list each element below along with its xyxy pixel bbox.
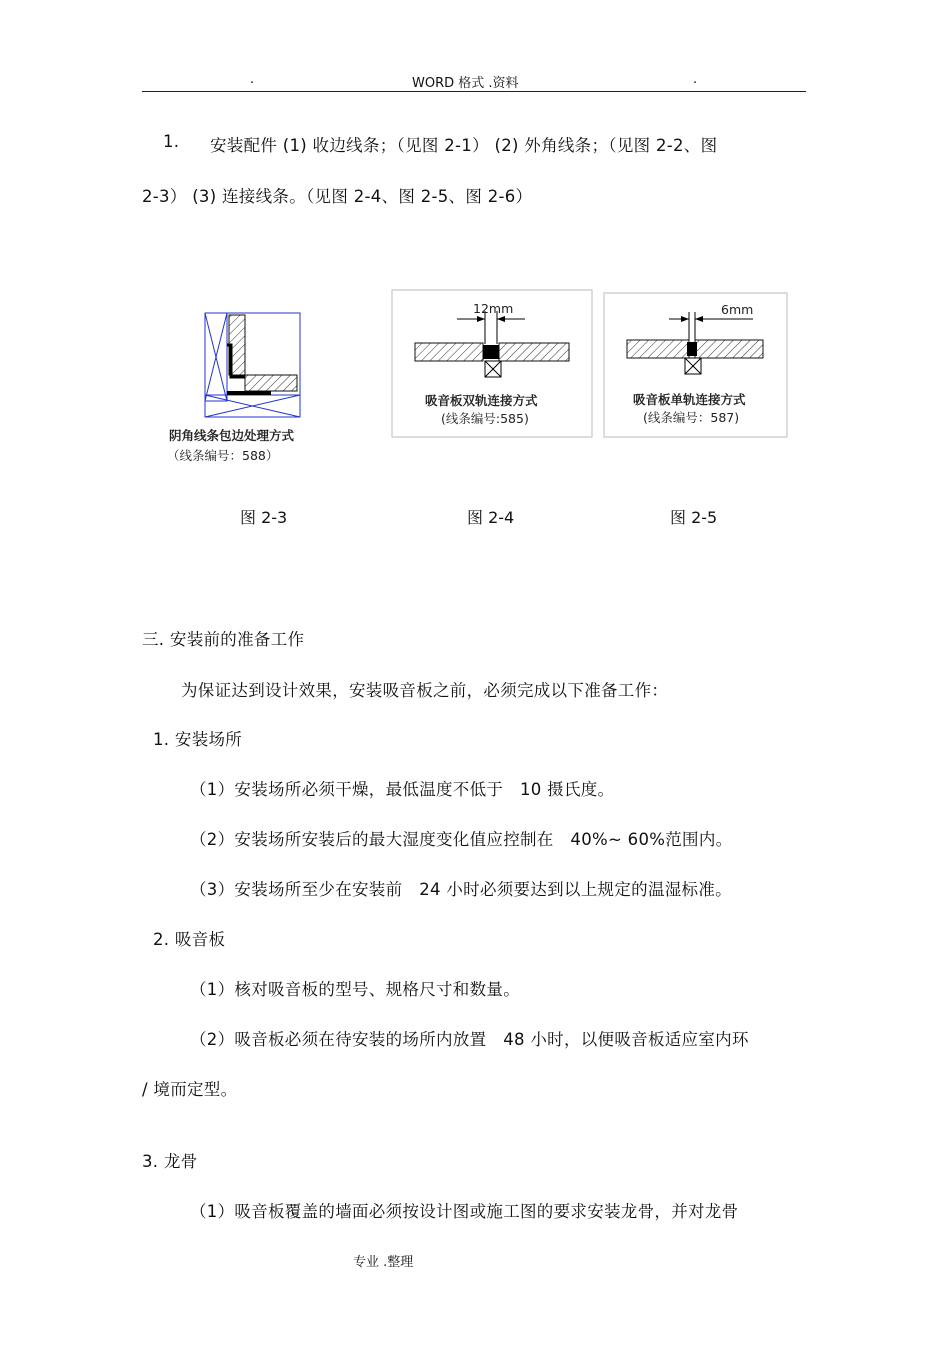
item2-title: 2. 吸音板	[153, 930, 226, 949]
item3-title: 3. 龙骨	[142, 1152, 198, 1171]
footer-text: 专业 .整理	[353, 1255, 414, 1270]
figure-2-4-drawing	[391, 289, 593, 439]
item3-line-1: （1）吸音板覆盖的墙面必须按设计图或施工图的要求安装龙骨，并对龙骨	[190, 1202, 739, 1221]
item1-title: 1. 安装场所	[153, 730, 243, 749]
figure-2-3-caption: 图 2-3	[240, 508, 288, 527]
figure-2-5-label-2: (线条编号：587)	[643, 410, 740, 425]
figure-2-3-drawing	[165, 305, 365, 470]
header-right-dot: .	[693, 72, 698, 87]
figure-2-4-label-2: (线条编号:585)	[441, 411, 529, 426]
figure-2-4-dimension: 12mm	[473, 301, 514, 316]
item2-line-2: （2）吸音板必须在待安装的场所内放置 48 小时，以便吸音板适应室内环	[190, 1030, 749, 1049]
item2-line-2-cont: / 境而定型。	[142, 1080, 238, 1099]
intro-number: 1.	[163, 132, 180, 151]
figure-2-4-label-1: 吸音板双轨连接方式	[425, 393, 538, 408]
header-left-dot: .	[250, 72, 255, 87]
section-intro: 为保证达到设计效果，安装吸音板之前，必须完成以下准备工作：	[181, 681, 669, 700]
header-title: WORD 格式 .资料	[412, 76, 519, 91]
item2-line-1: （1）核对吸音板的型号、规格尺寸和数量。	[190, 980, 520, 999]
intro-line-1: 安装配件 (1) 收边线条；（见图 2-1） (2) 外角线条；（见图 2-2、图	[210, 136, 718, 155]
section-title: 三. 安装前的准备工作	[142, 630, 305, 649]
figure-2-5-caption: 图 2-5	[670, 508, 718, 527]
intro-line-2: 2-3） (3) 连接线条。（见图 2-4、图 2-5、图 2-6）	[142, 187, 533, 206]
item1-line-3: （3）安装场所至少在安装前 24 小时必须要达到以上规定的温湿标准。	[190, 880, 732, 899]
item1-line-2: （2）安装场所安装后的最大湿度变化值应控制在 40%~ 60%范围内。	[190, 830, 733, 849]
figure-2-5-drawing	[603, 292, 788, 439]
figure-2-3-label-2: （线条编号：588）	[167, 448, 279, 463]
figure-2-4-caption: 图 2-4	[467, 508, 515, 527]
figure-2-5-dimension: 6mm	[721, 302, 754, 317]
figure-2-3-label-1: 阴角线条包边处理方式	[169, 428, 295, 443]
item1-line-1: （1）安装场所必须干燥，最低温度不低于 10 摄氏度。	[190, 780, 615, 799]
figure-2-5-label-1: 吸音板单轨连接方式	[633, 392, 746, 407]
header-rule	[142, 91, 806, 92]
